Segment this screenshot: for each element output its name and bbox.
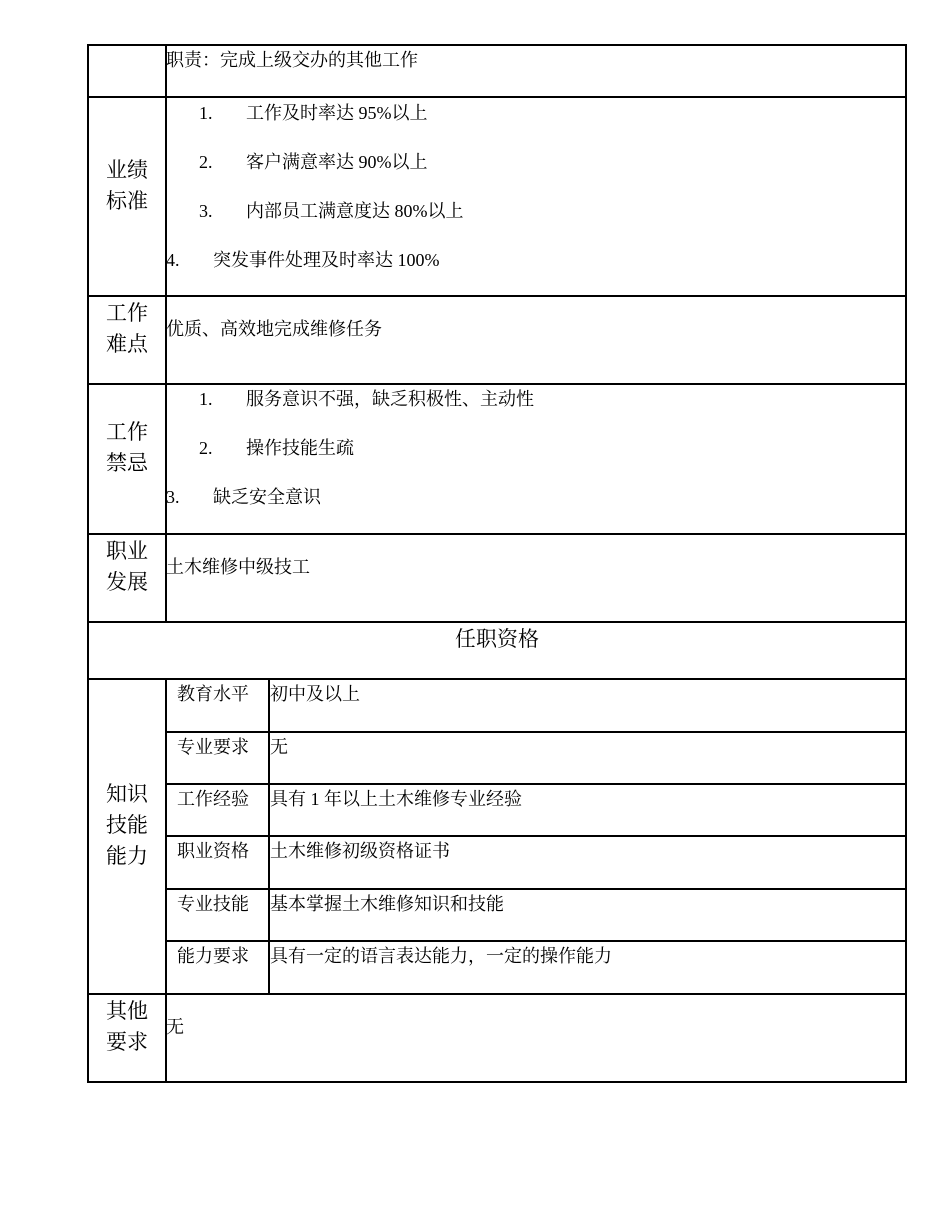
list-item-number: 2. bbox=[199, 438, 213, 458]
subrow-divider bbox=[165, 731, 907, 733]
qualification-label-line1: 知识 bbox=[106, 782, 148, 806]
list-item-text: 内部员工满意度达 80%以上 bbox=[246, 201, 464, 221]
row-divider bbox=[87, 295, 907, 297]
list-item-text: 缺乏安全意识 bbox=[213, 487, 321, 507]
row-divider bbox=[87, 533, 907, 535]
qualification-row-value-major: 无 bbox=[270, 737, 288, 757]
list-item-text: 突发事件处理及时率达 100% bbox=[213, 250, 440, 270]
difficulty-label bbox=[89, 298, 165, 360]
qualification-row-label-major: 专业要求 bbox=[177, 737, 249, 757]
list-item-number: 1. bbox=[199, 389, 213, 409]
difficulty-text: 优质、高效地完成维修任务 bbox=[166, 319, 382, 339]
row-divider bbox=[87, 96, 907, 98]
career-label-line1: 职业 bbox=[106, 539, 148, 563]
other-text: 无 bbox=[166, 1017, 184, 1037]
list-item-text: 操作技能生疏 bbox=[246, 438, 354, 458]
row-divider bbox=[87, 621, 907, 623]
qualification-title: 任职资格 bbox=[455, 627, 539, 651]
taboo-label bbox=[89, 417, 165, 479]
performance-label-line1: 业绩 bbox=[106, 158, 148, 182]
taboo-list bbox=[166, 387, 904, 531]
performance-label bbox=[89, 155, 165, 217]
row-divider bbox=[87, 383, 907, 385]
qualification-label-line2: 技能 bbox=[106, 813, 148, 837]
list-item-text: 工作及时率达 95%以上 bbox=[246, 103, 428, 123]
row-divider bbox=[87, 993, 907, 995]
qualification-row-label-ability: 能力要求 bbox=[177, 946, 249, 966]
career-label-line2: 发展 bbox=[106, 570, 148, 594]
career-label bbox=[89, 536, 165, 598]
qualification-label bbox=[89, 779, 165, 872]
other-label-line1: 其他 bbox=[106, 999, 148, 1023]
subrow-divider bbox=[165, 783, 907, 785]
taboo-label-line2: 禁忌 bbox=[106, 451, 148, 475]
qualification-row-value-ability: 具有一定的语言表达能力，一定的操作能力 bbox=[270, 946, 612, 966]
list-item-number: 3. bbox=[199, 201, 213, 221]
qualification-row-value-experience: 具有 1 年以上土木维修专业经验 bbox=[270, 789, 522, 809]
qualification-row-label-certificate: 职业资格 bbox=[177, 841, 249, 861]
list-item-number: 2. bbox=[199, 152, 213, 172]
list-item-text: 客户满意率达 90%以上 bbox=[246, 152, 428, 172]
qualification-label-line3: 能力 bbox=[106, 844, 148, 868]
career-text: 土木维修中级技工 bbox=[166, 557, 310, 577]
list-item-number: 3. bbox=[166, 487, 180, 507]
taboo-label-line1: 工作 bbox=[106, 420, 148, 444]
other-label-line2: 要求 bbox=[106, 1030, 148, 1054]
row-divider bbox=[87, 678, 907, 680]
list-item-number: 4. bbox=[166, 250, 180, 270]
qualification-row-label-experience: 工作经验 bbox=[177, 789, 249, 809]
list-item-text: 服务意识不强，缺乏积极性、主动性 bbox=[246, 389, 534, 409]
subrow-divider bbox=[165, 940, 907, 942]
table-right-border bbox=[905, 44, 907, 1083]
duty-text: 职责：完成上级交办的其他工作 bbox=[166, 50, 418, 70]
subrow-divider bbox=[165, 835, 907, 837]
performance-label-line2: 标准 bbox=[106, 189, 148, 213]
difficulty-label-line2: 难点 bbox=[106, 332, 148, 356]
row-divider bbox=[87, 44, 907, 46]
other-label bbox=[89, 996, 165, 1058]
qualification-row-value-education: 初中及以上 bbox=[270, 684, 360, 704]
list-item-number: 1. bbox=[199, 103, 213, 123]
performance-list bbox=[166, 101, 904, 293]
qualification-row-value-skills: 基本掌握土木维修知识和技能 bbox=[270, 894, 504, 914]
qualification-row-label-education: 教育水平 bbox=[177, 684, 249, 704]
subrow-divider bbox=[165, 888, 907, 890]
difficulty-label-line1: 工作 bbox=[106, 301, 148, 325]
qualification-row-value-certificate: 土木维修初级资格证书 bbox=[270, 841, 450, 861]
qualification-row-label-skills: 专业技能 bbox=[177, 894, 249, 914]
row-divider bbox=[87, 1081, 907, 1083]
